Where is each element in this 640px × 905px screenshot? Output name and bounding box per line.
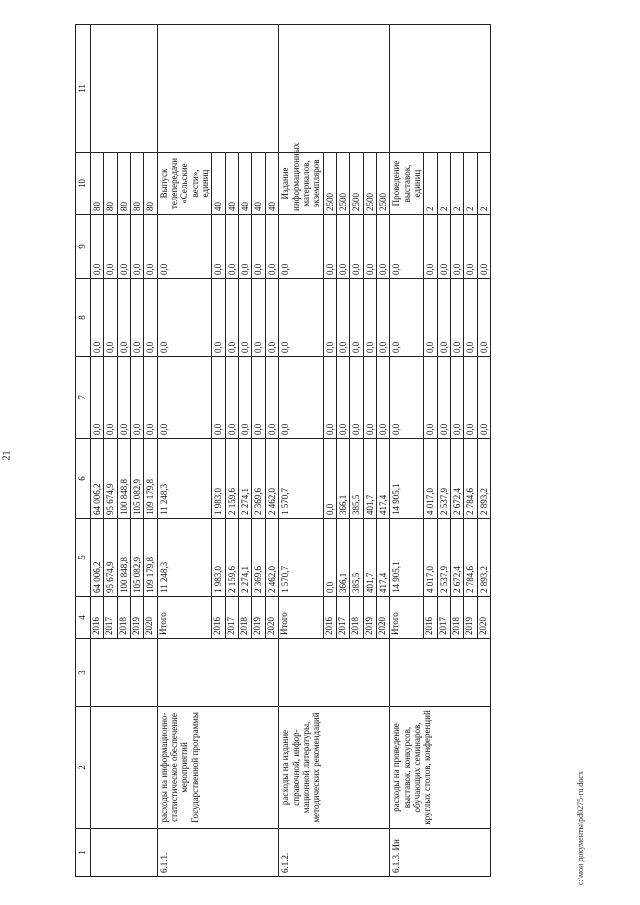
value-cell: 0,0 [144, 215, 157, 279]
indicator-cell: 80 [91, 153, 104, 215]
value-cell: 0,0 [252, 215, 265, 279]
value-cell: 0,0 [323, 357, 336, 439]
value-cell: 0,0 [212, 279, 225, 357]
value-cell: 2 537,9 [437, 519, 450, 597]
total-value-cell: 0,0 [279, 279, 323, 357]
value-cell: 2 893,2 [477, 519, 490, 597]
table-header [76, 25, 91, 877]
value-cell: 109 179,8 [144, 439, 157, 519]
value-cell: 2 893,2 [477, 439, 490, 519]
value-cell: 0,0 [464, 279, 477, 357]
value-cell: 1 983,0 [212, 439, 225, 519]
value-cell: 0,0 [376, 357, 389, 439]
file-path: c:\мои документы\pd0275-ru.docx [576, 771, 585, 885]
total-value-cell: 0,0 [390, 215, 424, 279]
value-cell: 0,0 [464, 357, 477, 439]
value-cell: 0,0 [239, 215, 252, 279]
header-cell: 6 [76, 439, 91, 519]
year-cell: 2018 [350, 597, 363, 639]
section-code: 6.1.3. Ин [390, 829, 491, 877]
total-label: Итого [279, 597, 323, 639]
executor-cell [157, 639, 278, 707]
table-body [91, 25, 491, 877]
value-cell: 0,0 [252, 357, 265, 439]
value-cell: 0,0 [450, 279, 463, 357]
value-cell: 0,0 [91, 279, 104, 357]
value-cell: 0,0 [252, 279, 265, 357]
header-cell: 4 [76, 597, 91, 639]
value-cell: 0,0 [265, 279, 278, 357]
value-cell: 1 983,0 [212, 519, 225, 597]
year-cell: 2016 [91, 597, 104, 639]
value-cell: 2 537,9 [437, 439, 450, 519]
indicator-cell: 2 [477, 153, 490, 215]
value-cell: 0,0 [477, 215, 490, 279]
indicator-name: Проведение выставок, единиц [390, 153, 424, 215]
indicator-cell: 2 [450, 153, 463, 215]
value-cell: 385,5 [350, 439, 363, 519]
value-cell: 0,0 [350, 279, 363, 357]
value-cell: 0,0 [450, 215, 463, 279]
header-cell: 1 [76, 829, 91, 877]
indicator-cell: 40 [239, 153, 252, 215]
indicator-name: Издание информационных материалов, экземпляров [279, 153, 323, 215]
value-cell: 0,0 [117, 357, 130, 439]
value-cell: 0,0 [225, 279, 238, 357]
value-cell: 0,0 [131, 357, 144, 439]
value-cell: 0,0 [265, 215, 278, 279]
year-cell: 2017 [336, 597, 349, 639]
total-value-cell: 0,0 [390, 357, 424, 439]
total-value-cell: 0,0 [157, 357, 212, 439]
value-cell: 417,4 [376, 519, 389, 597]
page-number-text: 21 [1, 450, 13, 461]
value-cell: 0,0 [117, 279, 130, 357]
value-cell: 0,0 [91, 215, 104, 279]
indicator-cell: 2500 [323, 153, 336, 215]
value-cell: 2 159,6 [225, 519, 238, 597]
note-cell [91, 25, 158, 153]
total-value-cell: 1 570,7 [279, 519, 323, 597]
value-cell: 417,4 [376, 439, 389, 519]
indicator-cell: 80 [104, 153, 117, 215]
value-cell: 0,0 [424, 279, 437, 357]
year-cell: 2019 [363, 597, 376, 639]
value-cell: 385,5 [350, 519, 363, 597]
value-cell: 105 082,9 [131, 439, 144, 519]
section-total-row [390, 25, 424, 877]
executor-cell [91, 639, 158, 707]
name-cell [91, 707, 158, 829]
year-cell: 2019 [252, 597, 265, 639]
total-value-cell: 1 570,7 [279, 439, 323, 519]
value-cell: 0,0 [437, 215, 450, 279]
year-cell: 2017 [104, 597, 117, 639]
value-cell: 0,0 [323, 519, 336, 597]
header-row [76, 25, 91, 877]
total-value-cell: 0,0 [157, 279, 212, 357]
value-cell: 401,7 [363, 519, 376, 597]
table-row [91, 25, 104, 877]
year-cell: 2017 [437, 597, 450, 639]
value-cell: 0,0 [350, 357, 363, 439]
value-cell: 0,0 [323, 439, 336, 519]
section-name: расходы на проведение выставок, конкурсов, обучающих семинаров, круглых столов, конференций [390, 707, 491, 829]
value-cell: 2 274,1 [239, 519, 252, 597]
executor-cell [390, 639, 491, 707]
year-cell: 2020 [376, 597, 389, 639]
header-cell: 11 [76, 25, 91, 153]
value-cell: 0,0 [91, 357, 104, 439]
page-number [0, 450, 14, 461]
year-cell: 2018 [239, 597, 252, 639]
indicator-cell: 80 [117, 153, 130, 215]
value-cell: 0,0 [117, 215, 130, 279]
header-cell: 3 [76, 639, 91, 707]
value-cell: 366,1 [336, 519, 349, 597]
value-cell: 0,0 [464, 215, 477, 279]
value-cell: 0,0 [477, 279, 490, 357]
value-cell: 4 017,0 [424, 519, 437, 597]
value-cell: 0,0 [363, 279, 376, 357]
value-cell: 105 082,9 [131, 519, 144, 597]
total-value-cell: 0,0 [157, 215, 212, 279]
value-cell: 0,0 [225, 215, 238, 279]
value-cell: 0,0 [376, 279, 389, 357]
value-cell: 0,0 [239, 279, 252, 357]
year-cell: 2017 [225, 597, 238, 639]
year-cell: 2020 [144, 597, 157, 639]
year-cell: 2019 [131, 597, 144, 639]
indicator-cell: 40 [252, 153, 265, 215]
value-cell: 0,0 [363, 357, 376, 439]
value-cell: 0,0 [336, 215, 349, 279]
value-cell: 0,0 [336, 279, 349, 357]
indicator-cell: 80 [144, 153, 157, 215]
value-cell: 0,0 [437, 357, 450, 439]
section-total-row [157, 25, 212, 877]
value-cell: 95 674,9 [104, 439, 117, 519]
value-cell: 0,0 [212, 357, 225, 439]
value-cell: 0,0 [437, 279, 450, 357]
value-cell: 0,0 [225, 357, 238, 439]
value-cell: 2 159,6 [225, 439, 238, 519]
value-cell: 0,0 [131, 215, 144, 279]
code-cell [91, 829, 158, 877]
total-value-cell: 14 905,1 [390, 519, 424, 597]
indicator-cell: 40 [212, 153, 225, 215]
value-cell: 0,0 [265, 357, 278, 439]
section-name: расходы на информационно-статистическое обеспечение мероприятий Государственной программы [157, 707, 278, 829]
total-value-cell: 0,0 [279, 357, 323, 439]
value-cell: 0,0 [239, 357, 252, 439]
indicator-cell: 2500 [336, 153, 349, 215]
section-code: 6.1.1. [157, 829, 278, 877]
total-label: Итого [157, 597, 212, 639]
value-cell: 0,0 [144, 279, 157, 357]
total-value-cell: 11 248,3 [157, 519, 212, 597]
value-cell: 100 848,8 [117, 519, 130, 597]
table-container [75, 25, 620, 877]
total-label: Итого [390, 597, 424, 639]
header-cell: 9 [76, 215, 91, 279]
year-cell: 2018 [117, 597, 130, 639]
indicator-cell: 40 [265, 153, 278, 215]
total-value-cell: 14 905,1 [390, 439, 424, 519]
value-cell: 2 784,6 [464, 439, 477, 519]
value-cell: 0,0 [144, 357, 157, 439]
value-cell: 4 017,0 [424, 439, 437, 519]
executor-cell [279, 639, 390, 707]
value-cell: 0,0 [131, 279, 144, 357]
value-cell: 95 674,9 [104, 519, 117, 597]
header-cell: 2 [76, 707, 91, 829]
indicator-name: Выпуск телепередачи «Сельские вести», единиц [157, 153, 212, 215]
value-cell: 0,0 [323, 279, 336, 357]
year-cell: 2020 [477, 597, 490, 639]
year-cell: 2020 [265, 597, 278, 639]
value-cell: 2 369,6 [252, 439, 265, 519]
value-cell: 401,7 [363, 439, 376, 519]
value-cell: 2 672,4 [450, 519, 463, 597]
value-cell: 0,0 [104, 357, 117, 439]
header-cell: 8 [76, 279, 91, 357]
value-cell: 0,0 [212, 215, 225, 279]
year-cell: 2019 [464, 597, 477, 639]
value-cell: 0,0 [424, 215, 437, 279]
program-table [75, 24, 491, 877]
total-value-cell: 0,0 [279, 215, 323, 279]
year-cell: 2016 [212, 597, 225, 639]
value-cell: 2 462,0 [265, 519, 278, 597]
indicator-cell: 2 [424, 153, 437, 215]
note-cell [157, 25, 278, 153]
total-value-cell: 11 248,3 [157, 439, 212, 519]
section-total-row [279, 25, 323, 877]
note-cell [279, 25, 390, 153]
value-cell: 0,0 [376, 215, 389, 279]
indicator-cell: 2500 [350, 153, 363, 215]
value-cell: 2 462,0 [265, 439, 278, 519]
value-cell: 0,0 [363, 215, 376, 279]
value-cell: 2 369,6 [252, 519, 265, 597]
value-cell: 0,0 [350, 215, 363, 279]
section-code: 6.1.2. [279, 829, 390, 877]
note-cell [390, 25, 491, 153]
header-cell: 5 [76, 519, 91, 597]
section-name: расходы на издание справочной, инфор-мационной литературы, методических рекомендаций [279, 707, 390, 829]
value-cell: 0,0 [336, 357, 349, 439]
value-cell: 0,0 [424, 357, 437, 439]
total-value-cell: 0,0 [390, 279, 424, 357]
value-cell: 2 274,1 [239, 439, 252, 519]
indicator-cell: 40 [225, 153, 238, 215]
value-cell: 64 006,2 [91, 519, 104, 597]
indicator-cell: 2500 [376, 153, 389, 215]
value-cell: 100 848,8 [117, 439, 130, 519]
value-cell: 109 179,8 [144, 519, 157, 597]
indicator-cell: 2 [464, 153, 477, 215]
value-cell: 366,1 [336, 439, 349, 519]
value-cell: 0,0 [104, 279, 117, 357]
year-cell: 2016 [323, 597, 336, 639]
value-cell: 0,0 [104, 215, 117, 279]
rotated-table-area [75, 25, 620, 877]
value-cell: 64 006,2 [91, 439, 104, 519]
header-cell: 7 [76, 357, 91, 439]
indicator-cell: 80 [131, 153, 144, 215]
year-cell: 2016 [424, 597, 437, 639]
year-cell: 2018 [450, 597, 463, 639]
value-cell: 0,0 [323, 215, 336, 279]
value-cell: 2 784,6 [464, 519, 477, 597]
value-cell: 0,0 [450, 357, 463, 439]
value-cell: 2 672,4 [450, 439, 463, 519]
indicator-cell: 2500 [363, 153, 376, 215]
value-cell: 0,0 [477, 357, 490, 439]
header-cell: 10 [76, 153, 91, 215]
indicator-cell: 2 [437, 153, 450, 215]
